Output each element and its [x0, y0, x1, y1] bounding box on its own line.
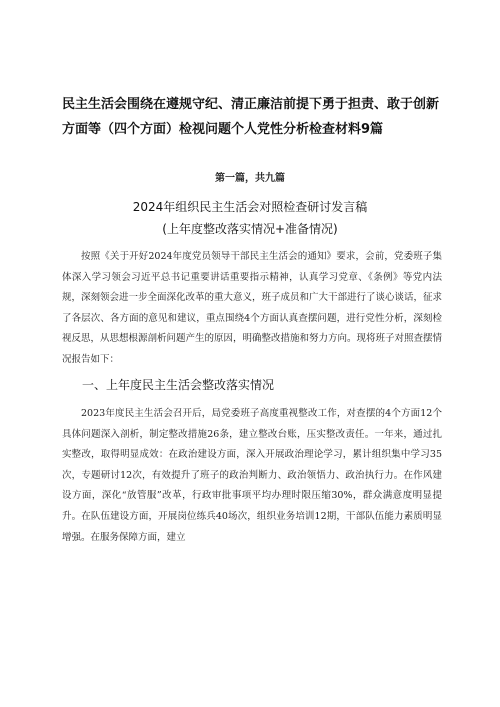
speech-title — [0, 196, 500, 240]
section-paragraph: 2023年度民主生活会召开后，局党委班子高度重视整改工作，对查摆的4个方面12个具体问题深入剖析，制定整改措施26条，建立整改台账，压实整改责任。一年来，通过扎实整改，取得明显成效：在政治建设方面，深入开展政治理论学习，累计组织集中学习35次，专题研讨12次，有效提升了班子的政治判断力、政治领悟力、政治执行力。在作风建设方面，深化“放管服”改革，行政审批事项平均办理时限压缩30%，群众满意度明显提升。在队伍建设方面，开展岗位练兵40场次，组织业务培训12期，干部队伍能力素质明显增强。在服务保障方面，建立 — [62, 408, 442, 543]
document-title: 民主生活会围绕在遵规守纪、清正廉洁前提下勇于担责、敢于创新方面等（四个方面）检视问题个人党性分析检查材料9篇 — [62, 97, 440, 137]
intro-paragraph: 按照《关于开好2024年度党员领导干部民主生活会的通知》要求，会前，党委班子集体深入学习领会习近平总书记重要讲话重要指示精神，认真学习党章、《条例》等党内法规，深刻领会进一步全面深化改革的重大意义，班子成员和广大干部进行了谈心谈话，征求了各层次、各方面的意见和建议，重点围绕4个方面认真查摆问题，进行党性分析，深刻检视反思，从思想根源剖析问题产生的原因，明确整改措施和努力方向。现将班子对照查摆情况报告如下： — [62, 251, 443, 365]
part-heading: 第一篇，共九篇 — [215, 173, 285, 184]
speech-title-line1: 2024年组织民主生活会对照检查研讨发言稿 — [132, 200, 368, 214]
speech-title-line2: (上年度整改落实情况+准备情况) — [162, 222, 338, 236]
section-heading: 一、上年度民主生活会整改落实情况 — [82, 378, 275, 392]
